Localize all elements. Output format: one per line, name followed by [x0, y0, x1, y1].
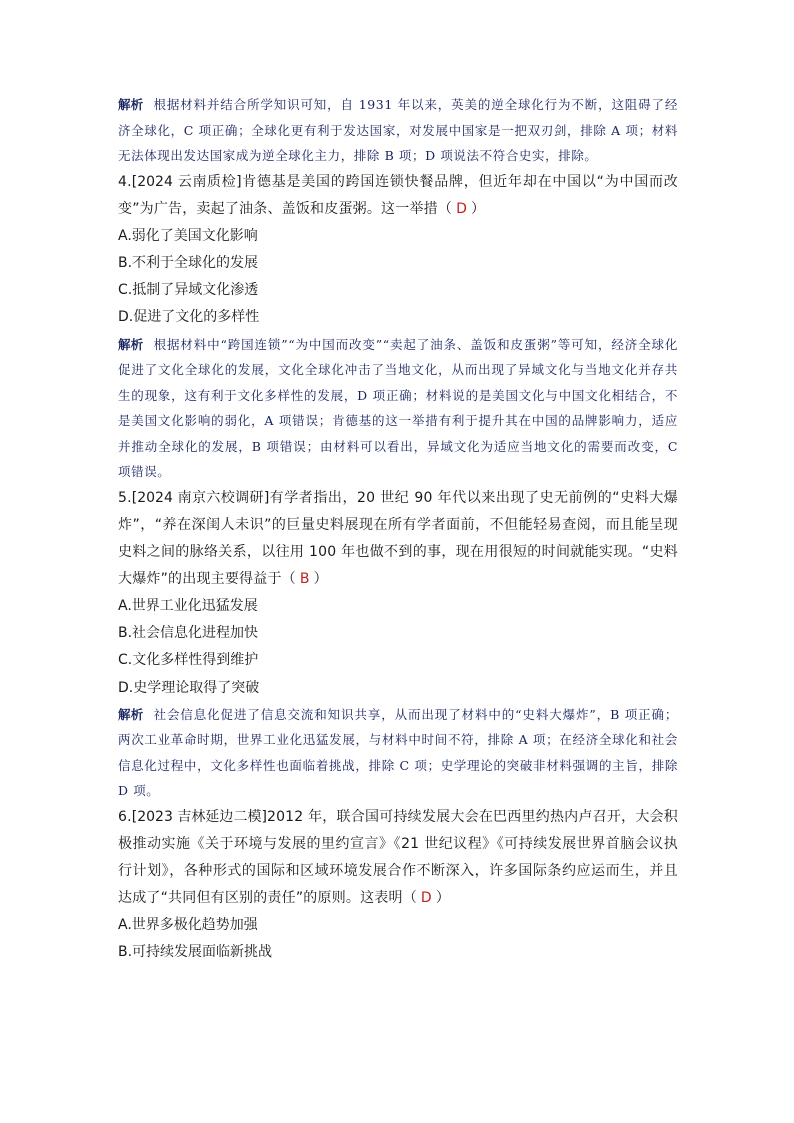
answer-mark: D: [456, 200, 468, 217]
question-5-options: [118, 593, 678, 702]
analysis-text: 根据材料中“跨国连锁”“为中国而改变”“卖起了油条、盖饭和皮蛋粥”等可知，经济全球化促进了文化全球化的发展，文化全球化冲击了当地文化，从而出现了异域文化与当地文化并存共生的现象，这有利于文化多样性的发展，D 项正确；材料说的是美国文化与中国文化相结合，不是美国文化影响的弱化，A 项错误；肯德基的这一举措有利于提升其在中国的品牌影响力，适应并推动全球化的发展，B 项错误；由材料可以看出，异域文化为适应当地文化的需要而改变，C 项错误。: [118, 336, 678, 480]
question-paren-close: ）: [313, 570, 328, 587]
question-number: 4.: [118, 173, 132, 190]
option-b: B.可持续发展面临新挑战: [118, 944, 273, 961]
question-source: [2023 吉林延边二模]: [131, 808, 267, 825]
question-5-stem: [118, 485, 678, 593]
question-source: [2024 云南质检]: [131, 173, 242, 190]
option-c: C.抵制了异域文化渗透: [118, 282, 259, 299]
analysis-label: 解析: [118, 97, 144, 112]
question-6-stem: [118, 804, 678, 912]
option-d: D.促进了文化的多样性: [118, 309, 260, 326]
analysis-paragraph: [118, 702, 678, 804]
option-b: B.社会信息化进程加快: [118, 624, 259, 641]
option-b: B.不利于全球化的发展: [118, 254, 259, 271]
option-a: A.弱化了美国文化影响: [118, 227, 258, 244]
analysis-label: 解析: [118, 336, 144, 352]
analysis-paragraph: [118, 332, 678, 485]
question-4-options: [118, 223, 678, 332]
analysis-paragraph: [118, 92, 678, 169]
document-page: [118, 92, 678, 966]
question-text: 肯德基是美国的跨国连锁快餐品牌，但近年却在中国以“为中国而改变”为广告，卖起了油条、盖饭和皮蛋粥。这一举措（: [118, 173, 678, 217]
question-number: 6.: [118, 808, 132, 825]
analysis-text: 根据材料并结合所学知识可知，自 1931 年以来，英美的逆全球化行为不断，这阻碍了经济全球化，C 项正确；全球化更有利于发达国家，对发展中国家是一把双刃剑，排除 A 项；材料无法体现出发达国家成为逆全球化主力，排除 B 项；D 项说法不符合史实，排除。: [118, 97, 678, 163]
analysis-text: 社会信息化促进了信息交流和知识共享，从而出现了材料中的“史料大爆炸”，B 项正确；两次工业革命时期，世界工业化迅猛发展，与材料中时间不符，排除 A 项；在经济全球化和社会信息化过程中，文化多样性也面临着挑战，排除 C 项；史学理论的突破非材料强调的主旨，排除 D 项。: [118, 706, 678, 799]
question-source: [2024 南京六校调研]: [131, 489, 270, 506]
answer-mark: D: [420, 889, 432, 906]
option-a: A.世界多极化趋势加强: [118, 916, 258, 933]
question-text: 2012 年，联合国可持续发展大会在巴西里约热内卢召开，大会积极推动实施《关于环境与发展的里约宣言》《21 世纪议程》《可持续发展世界首脑会议执行计划》，各种形式的国际和区域环境发展合作不断深入，许多国际条约应运而生，并且达成了“共同但有区别的责任”的原则。这表明（: [118, 808, 678, 906]
question-6-options: [118, 912, 678, 967]
question-4-stem: [118, 169, 678, 223]
question-text: 有学者指出，20 世纪 90 年代以来出现了史无前例的“史料大爆炸”，“养在深闺人未识”的巨量史料展现在所有学者面前，不但能轻易查阅，而且能呈现史料之间的脉络关系，以往用 100 年也做不到的事，现在用很短的时间就能实现。“史料大爆炸”的出现主要得益于（: [118, 489, 678, 587]
question-paren-close: ）: [435, 889, 451, 906]
option-a: A.世界工业化迅猛发展: [118, 597, 258, 614]
question-paren-close: ）: [471, 200, 486, 217]
option-d: D.史学理论取得了突破: [118, 679, 260, 696]
option-c: C.文化多样性得到维护: [118, 652, 259, 669]
analysis-label: 解析: [118, 706, 144, 722]
answer-mark: B: [299, 570, 310, 587]
question-number: 5.: [118, 489, 132, 506]
